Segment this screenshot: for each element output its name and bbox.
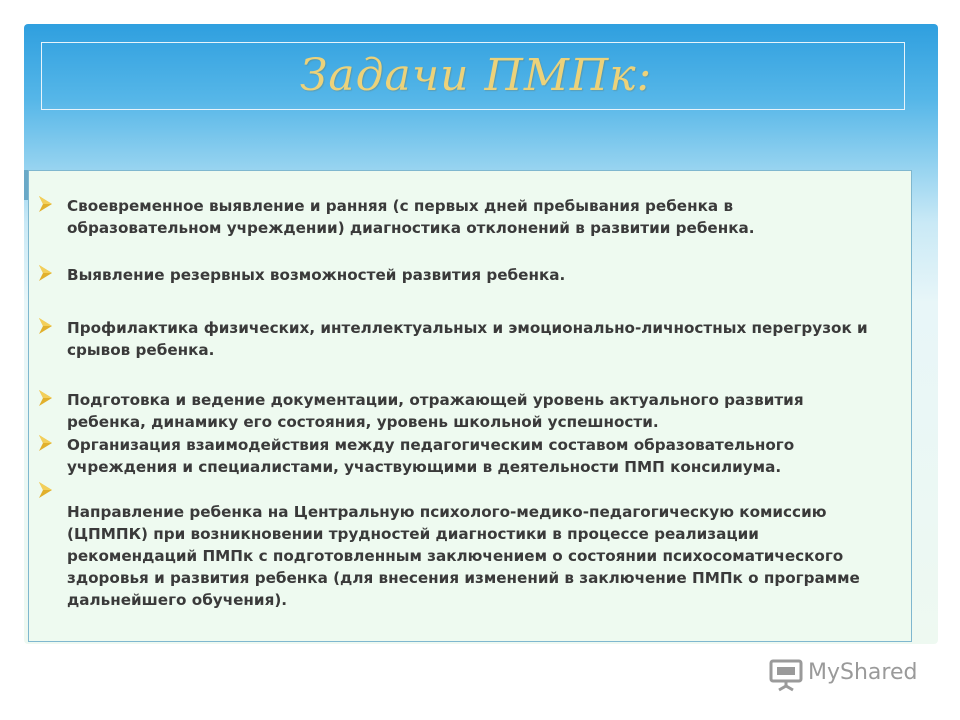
arrow-bullet-icon bbox=[38, 434, 54, 452]
slide-title: Задачи ПМПк: bbox=[300, 50, 653, 101]
content-panel bbox=[28, 170, 912, 642]
list-item-text: Подготовка и ведение документации, отражающей уровень актуального развития ребенка, динамику его состояния, уровень школьной успешности. bbox=[67, 391, 804, 431]
myshared-watermark bbox=[768, 656, 928, 696]
list-item-text: Профилактика физических, интеллектуальных и эмоционально-личностных перегрузок и срывов ребенка. bbox=[67, 319, 868, 359]
arrow-bullet-icon bbox=[38, 264, 54, 282]
arrow-bullet-icon bbox=[38, 317, 54, 335]
arrow-bullet-icon bbox=[38, 481, 54, 499]
list-item-text: Своевременное выявление и ранняя (с первых дней пребывания ребенка в образовательном учреждении) диагностика отклонений в развитии ребенка. bbox=[67, 197, 755, 237]
presentation-board-icon bbox=[768, 658, 804, 692]
list-item-text: Выявление резервных возможностей развития ребенка. bbox=[67, 266, 566, 284]
list-item-text: Направление ребенка на Центральную психолого-медико-педагогическую комиссию (ЦПМПК) при возникновении трудностей диагностики в процессе реализации рекомендаций ПМПк с подготовленным заключением о состоянии психосоматического здоровья и развития ребенка (для внесения изменений в заключение ПМПк о программе дальнейшего обучения). bbox=[67, 503, 860, 609]
arrow-bullet-icon bbox=[38, 389, 54, 407]
watermark-label: MyShared bbox=[808, 660, 918, 685]
list-item-text: Организация взаимодействия между педагогическим составом образовательного учреждения и специалистами, участвующими в деятельности ПМП консилиума. bbox=[67, 436, 795, 476]
arrow-bullet-icon bbox=[38, 195, 54, 213]
